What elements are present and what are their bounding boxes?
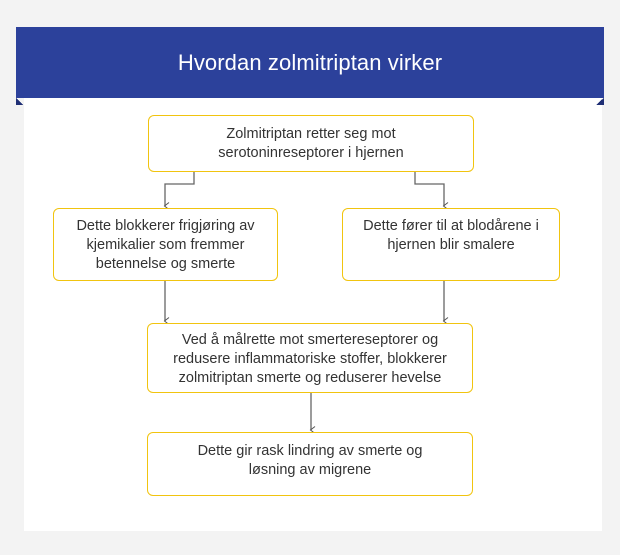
header-fold-left: [16, 98, 24, 105]
node-blocks-chemicals: [53, 208, 278, 281]
diagram-title: Hvordan zolmitriptan virker: [16, 27, 604, 98]
node-target-serotonin: [148, 115, 474, 172]
header-fold-right: [596, 98, 604, 105]
node-text: Dette fører til at blodårene i hjernen blir smalere: [363, 218, 539, 253]
node-blocks-pain: [147, 323, 473, 393]
node-text: Zolmitriptan retter seg mot serotoninreseptorer i hjernen: [218, 126, 404, 161]
node-fast-relief: [147, 432, 473, 496]
node-vessels-narrow: [342, 208, 560, 281]
node-text: Ved å målrette mot smertereseptorer og redusere inflammatoriske stoffer, blokkerer zolmitriptan smerte og reduserer hevelse: [173, 332, 447, 386]
node-text: Dette blokkerer frigjøring av kjemikalier som fremmer betennelse og smerte: [76, 218, 255, 272]
node-text: Dette gir rask lindring av smerte og løsning av migrene: [197, 443, 423, 478]
